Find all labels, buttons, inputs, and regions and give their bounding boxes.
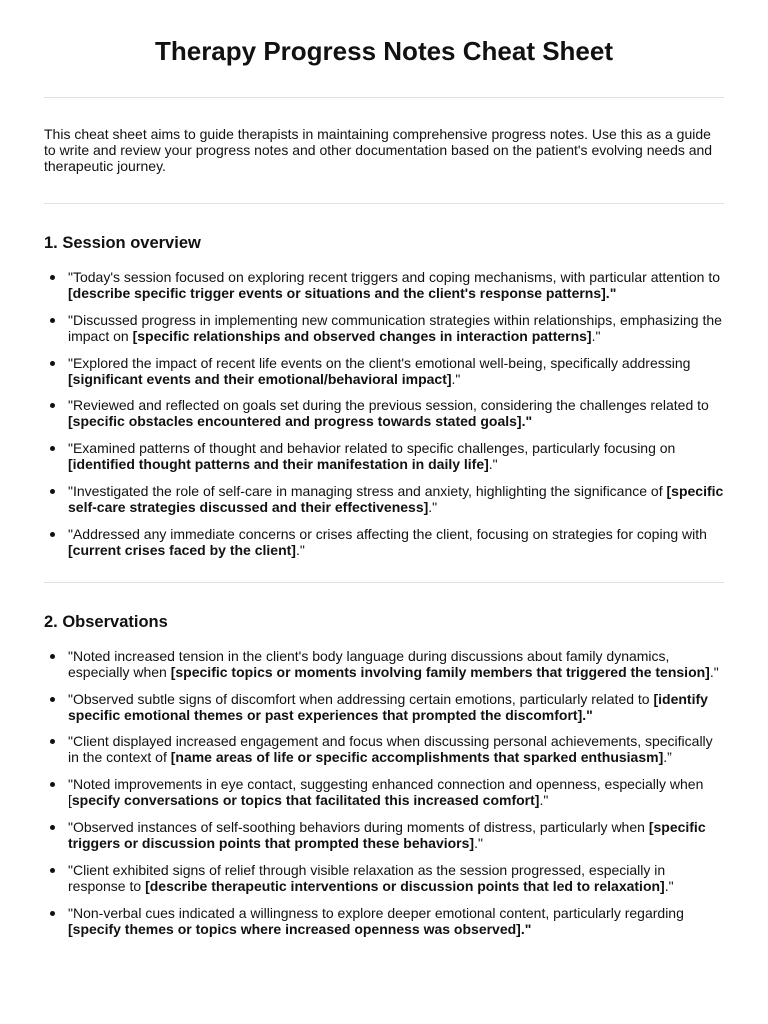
list-item: "Examined patterns of thought and behavior related to specific challenges, particularly focusing on [identified thought patterns and their manifestation in daily life]." bbox=[44, 440, 724, 472]
list-item: "Noted improvements in eye contact, suggesting enhanced connection and openness, especially when [specify conversations or topics that facilitated this increased comfort]." bbox=[44, 776, 724, 808]
list-item: "Non-verbal cues indicated a willingness to explore deeper emotional content, particularly regarding [specify themes or topics where increased openness was observed]." bbox=[44, 905, 724, 937]
section-heading: 2. Observations bbox=[44, 612, 168, 631]
list-item: "Observed subtle signs of discomfort when addressing certain emotions, particularly related to [identify specific emotional themes or past experiences that prompted the discomfort]." bbox=[44, 691, 724, 723]
list-item: "Observed instances of self-soothing behaviors during moments of distress, particularly when [specific triggers or discussion points that prompted these behaviors]." bbox=[44, 819, 724, 851]
intro-paragraph: This cheat sheet aims to guide therapists in maintaining comprehensive progress notes. Use this as a guide to write and review your progress notes and other documentation based on the patient's evolving needs and therapeutic journey. bbox=[44, 126, 713, 174]
section-observations bbox=[44, 612, 724, 937]
list-item: "Discussed progress in implementing new communication strategies within relationships, emphasizing the impact on [specific relationships and observed changes in interaction patterns]." bbox=[44, 312, 724, 344]
title-divider bbox=[44, 97, 724, 98]
page-title: Therapy Progress Notes Cheat Sheet bbox=[154, 36, 614, 66]
list-item: "Explored the impact of recent life events on the client's emotional well-being, specifically addressing [significant events and their emotional/behavioral impact]." bbox=[44, 355, 724, 387]
section-heading: 1. Session overview bbox=[44, 234, 201, 252]
section-divider bbox=[44, 582, 724, 583]
list-item: "Today's session focused on exploring recent triggers and coping mechanisms, with particular attention to [describe specific trigger events or situations and the client's response patterns]." bbox=[44, 269, 724, 301]
list-item: "Noted increased tension in the client's body language during discussions about family dynamics, especially when [specific topics or moments involving family members that triggered the tension]." bbox=[44, 648, 724, 680]
observations-list bbox=[44, 648, 724, 937]
list-item: "Reviewed and reflected on goals set during the previous session, considering the challenges related to [specific obstacles encountered and progress towards stated goals]." bbox=[44, 397, 724, 429]
list-item: "Client displayed increased engagement and focus when discussing personal achievements, specifically in the context of [name areas of life or specific accomplishments that sparked enthusiasm].” bbox=[44, 733, 724, 765]
intro-divider bbox=[44, 203, 724, 204]
list-item: "Investigated the role of self-care in managing stress and anxiety, highlighting the significance of [specific self-care strategies discussed and their effectiveness]." bbox=[44, 483, 724, 515]
section-session-overview bbox=[44, 233, 724, 558]
session-overview-list bbox=[44, 269, 724, 558]
list-item: "Addressed any immediate concerns or crises affecting the client, focusing on strategies for coping with [current crises faced by the client]." bbox=[44, 526, 724, 558]
list-item: "Client exhibited signs of relief through visible relaxation as the session progressed, especially in response to [describe therapeutic interventions or discussion points that led to relaxation]." bbox=[44, 862, 724, 894]
